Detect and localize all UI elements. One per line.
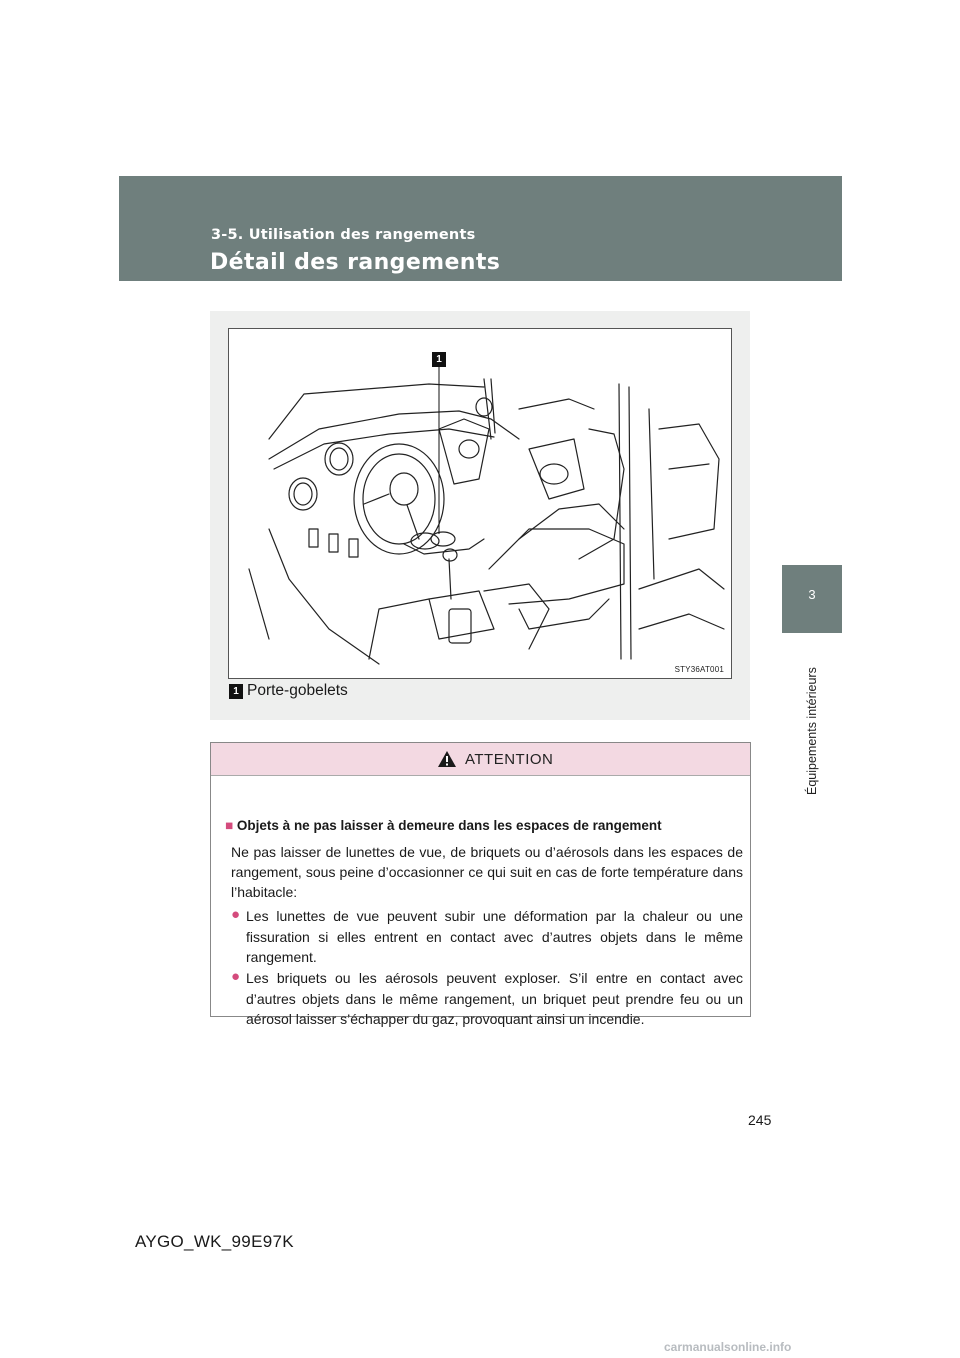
car-interior-illustration [229, 329, 731, 678]
page-title: Détail des rangements [210, 250, 501, 275]
legend-label: Porte-gobelets [247, 682, 348, 699]
square-bullet-icon: ■ [225, 818, 234, 833]
watermark: carmanualsonline.info [664, 1340, 792, 1354]
warning-heading [225, 816, 662, 836]
bullet-dot-icon: ● [231, 906, 241, 923]
warning-paragraph: Ne pas laisser de lunettes de vue, de briquets ou d’aérosols dans les espaces de rangement, sous peine d’occasionner ce qui suit en cas de forte température dans l’habitacle: [231, 844, 743, 900]
warning-bullet-text: Les lunettes de vue peuvent subir une déformation par la chaleur ou une fissuration si elles entrent en contact avec d’autres objets dans le même rangement. [246, 908, 743, 965]
chapter-label [798, 645, 828, 795]
document-code: AYGO_WK_99E97K [135, 1232, 294, 1251]
legend-badge: 1 [229, 684, 243, 699]
bullet-dot-icon: ● [231, 968, 241, 985]
chapter-label-text: Équipements intérieurs [805, 667, 819, 795]
page-number: 245 [748, 1112, 772, 1128]
figure-illustration [228, 328, 732, 679]
figure-code: STY36AT001 [674, 665, 724, 674]
warning-triangle-icon [437, 750, 457, 768]
callout-marker-1: 1 [432, 352, 446, 367]
warning-bullet-text: Les briquets ou les aérosols peuvent exploser. S’il entre en contact avec d’autres objets dans le même rangement, un briquet peut prendre feu ou un aérosol laisser s’échapper du gaz, provoquant ainsi un incendie. [246, 970, 743, 1027]
figure-legend [229, 682, 348, 700]
chapter-number: 3 [808, 587, 816, 602]
chapter-tab [782, 565, 842, 633]
warning-title: ATTENTION [465, 751, 554, 768]
section-title: 3-5. Utilisation des rangements [211, 227, 476, 243]
warning-header [211, 743, 750, 776]
warning-heading-text: Objets à ne pas laisser à demeure dans les espaces de rangement [236, 818, 662, 833]
figure-panel [210, 311, 750, 720]
